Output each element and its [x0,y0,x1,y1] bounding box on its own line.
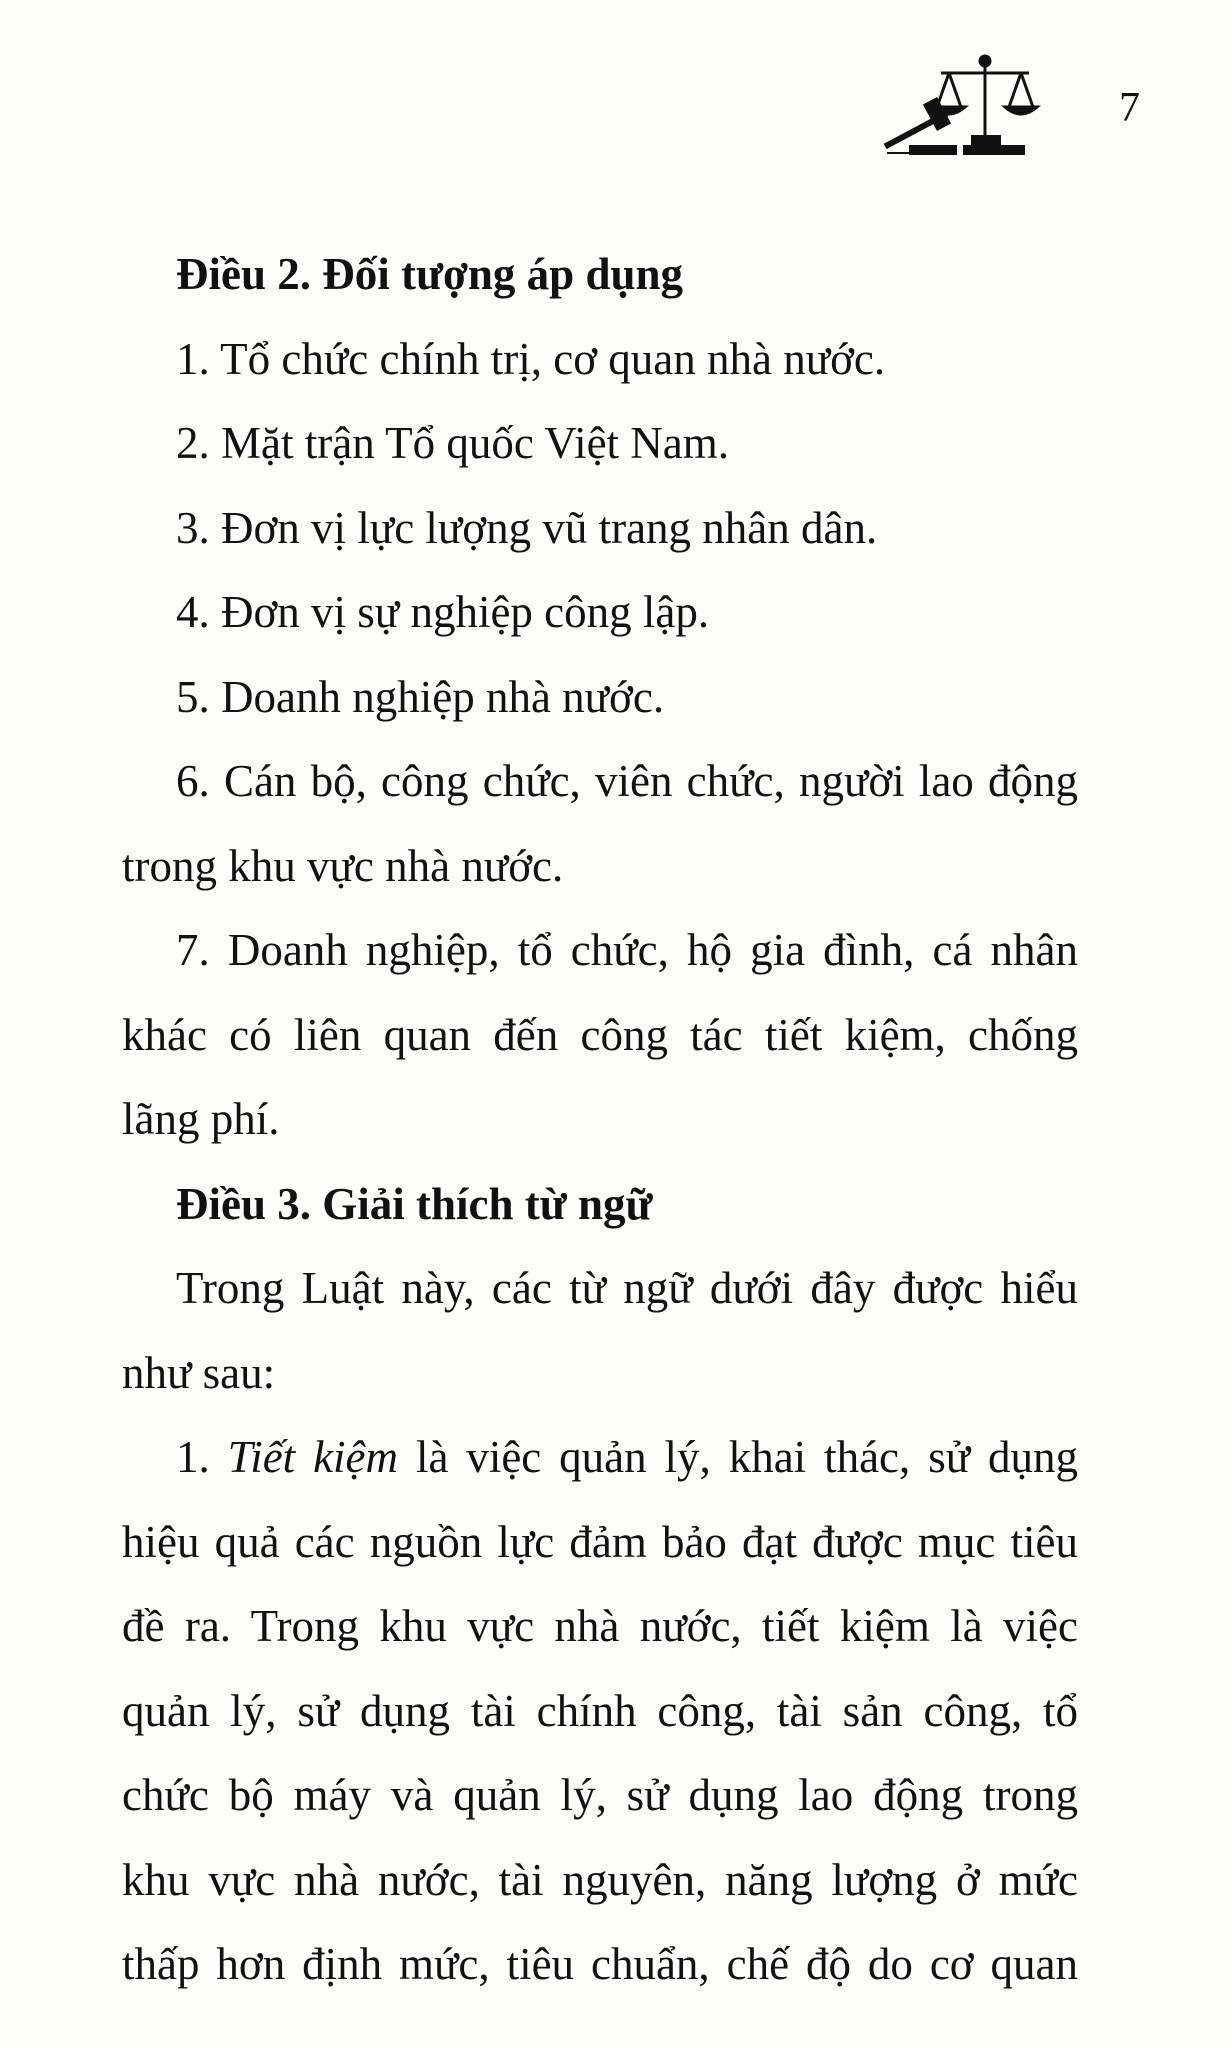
article-3-item-1-line-4: quản lý, sử dụng tài chính công, tài sản công, tổ [122,1685,1078,1736]
article-2-item-7-line-3: lãng phí. [122,1094,280,1144]
article-3-intro-line-1: Trong Luật này, các từ ngữ dưới đây được hiểu [176,1263,1078,1313]
article-3-item-1-line-2: hiệu quả các nguồn lực đảm bảo đạt được mục tiêu [122,1516,1078,1567]
article-2-item-7-line-2: khác có liên quan đến công tác tiết kiệm, chống [122,1009,1078,1060]
page-body [122,232,1078,2007]
article-3-intro-line-2: như sau: [122,1347,276,1398]
item-number: 1. [176,1432,210,1482]
article-2-item-4: 4. Đơn vị sự nghiệp công lập. [176,587,710,637]
defined-term: Tiết kiệm [227,1432,399,1482]
article-2-item-6-line-2: trong khu vực nhà nước. [122,840,564,891]
article-3-item-1-line-1 [122,1415,1078,1500]
article-2-item-3: 3. Đơn vị lực lượng vũ trang nhân dân. [176,502,878,553]
article-3-item-1-line-5: chức bộ máy và quản lý, sử dụng lao động trong [122,1770,1078,1820]
page-header [879,44,1140,164]
item-1-line-1-rest: là việc quản lý, khai thác, sử dụng [415,1432,1078,1482]
article-2-item-7-line-1: 7. Doanh nghiệp, tổ chức, hộ gia đình, cá nhân [176,925,1078,975]
article-3-item-1-line-7: thấp hơn định mức, tiêu chuẩn, chế độ do cơ quan [122,1939,1078,1989]
article-3-heading: Điều 3. Giải thích từ ngữ [176,1178,653,1229]
article-3-item-1-line-6: khu vực nhà nước, tài nguyên, năng lượng ở mức [122,1854,1078,1905]
article-2-item-6-line-1: 6. Cán bộ, công chức, viên chức, người lao động [176,756,1078,806]
article-2-heading: Điều 2. Đối tượng áp dụng [176,249,684,299]
scales-of-justice-gavel-icon [879,49,1049,159]
article-2-item-2: 2. Mặt trận Tổ quốc Việt Nam. [176,418,730,468]
article-2-item-1: 1. Tổ chức chính trị, cơ quan nhà nước. [176,333,886,384]
article-2-item-5: 5. Doanh nghiệp nhà nước. [176,671,665,722]
page-number: 7 [1119,85,1140,131]
article-3-item-1-line-3: đề ra. Trong khu vực nhà nước, tiết kiệm là việc [122,1601,1078,1651]
